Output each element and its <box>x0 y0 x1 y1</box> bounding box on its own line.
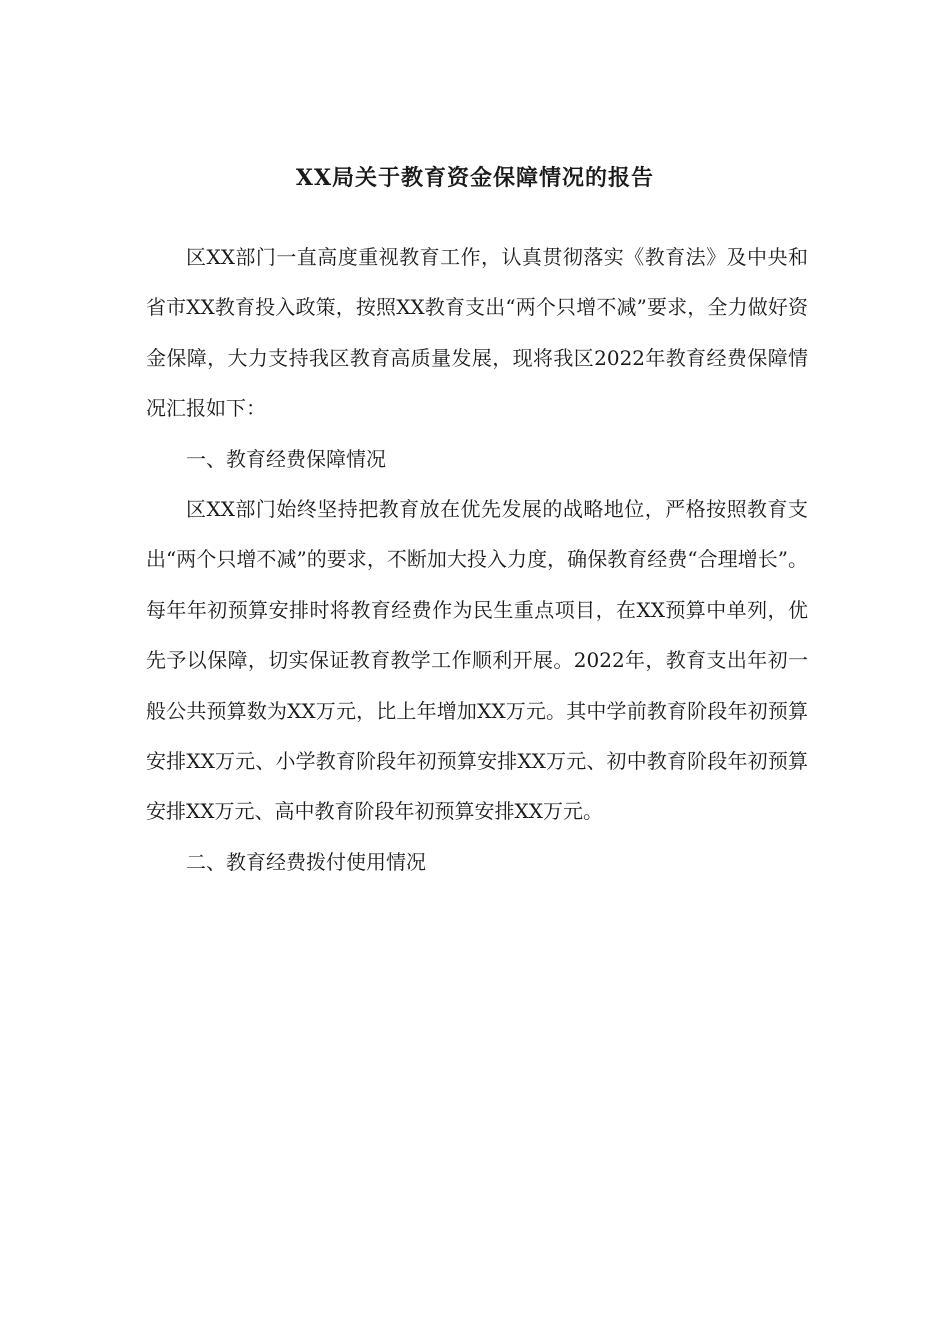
document-body <box>146 232 808 887</box>
document-title: XX局关于教育资金保障情况的报告 <box>295 165 655 191</box>
section-2-heading: 二、教育经费拨付使用情况 <box>186 849 426 874</box>
intro-paragraph: 区XX部门一直高度重视教育工作，认真贯彻落实《教育法》及中央和省市XX教育投入政策，按照XX教育支出“两个只增不减”要求，全力做好资金保障，大力支持我区教育高质量发展，现将我区2022年教育经费保障情况汇报如下： <box>146 245 808 421</box>
section-1-heading: 一、教育经费保障情况 <box>186 446 386 471</box>
section-1-paragraph: 区XX部门始终坚持把教育放在优先发展的战略地位，严格按照教育支出“两个只增不减”的要求，不断加大投入力度，确保教育经费“合理增长”。每年年初预算安排时将教育经费作为民生重点项目，在XX预算中单列，优先予以保障，切实保证教育教学工作顺利开展。2022年，教育支出年初一般公共预算数为XX万元，比上年增加XX万元。其中学前教育阶段年初预算安排XX万元、小学教育阶段年初预算安排XX万元、初中教育阶段年初预算安排XX万元、高中教育阶段年初预算安排XX万元。 <box>146 497 808 824</box>
